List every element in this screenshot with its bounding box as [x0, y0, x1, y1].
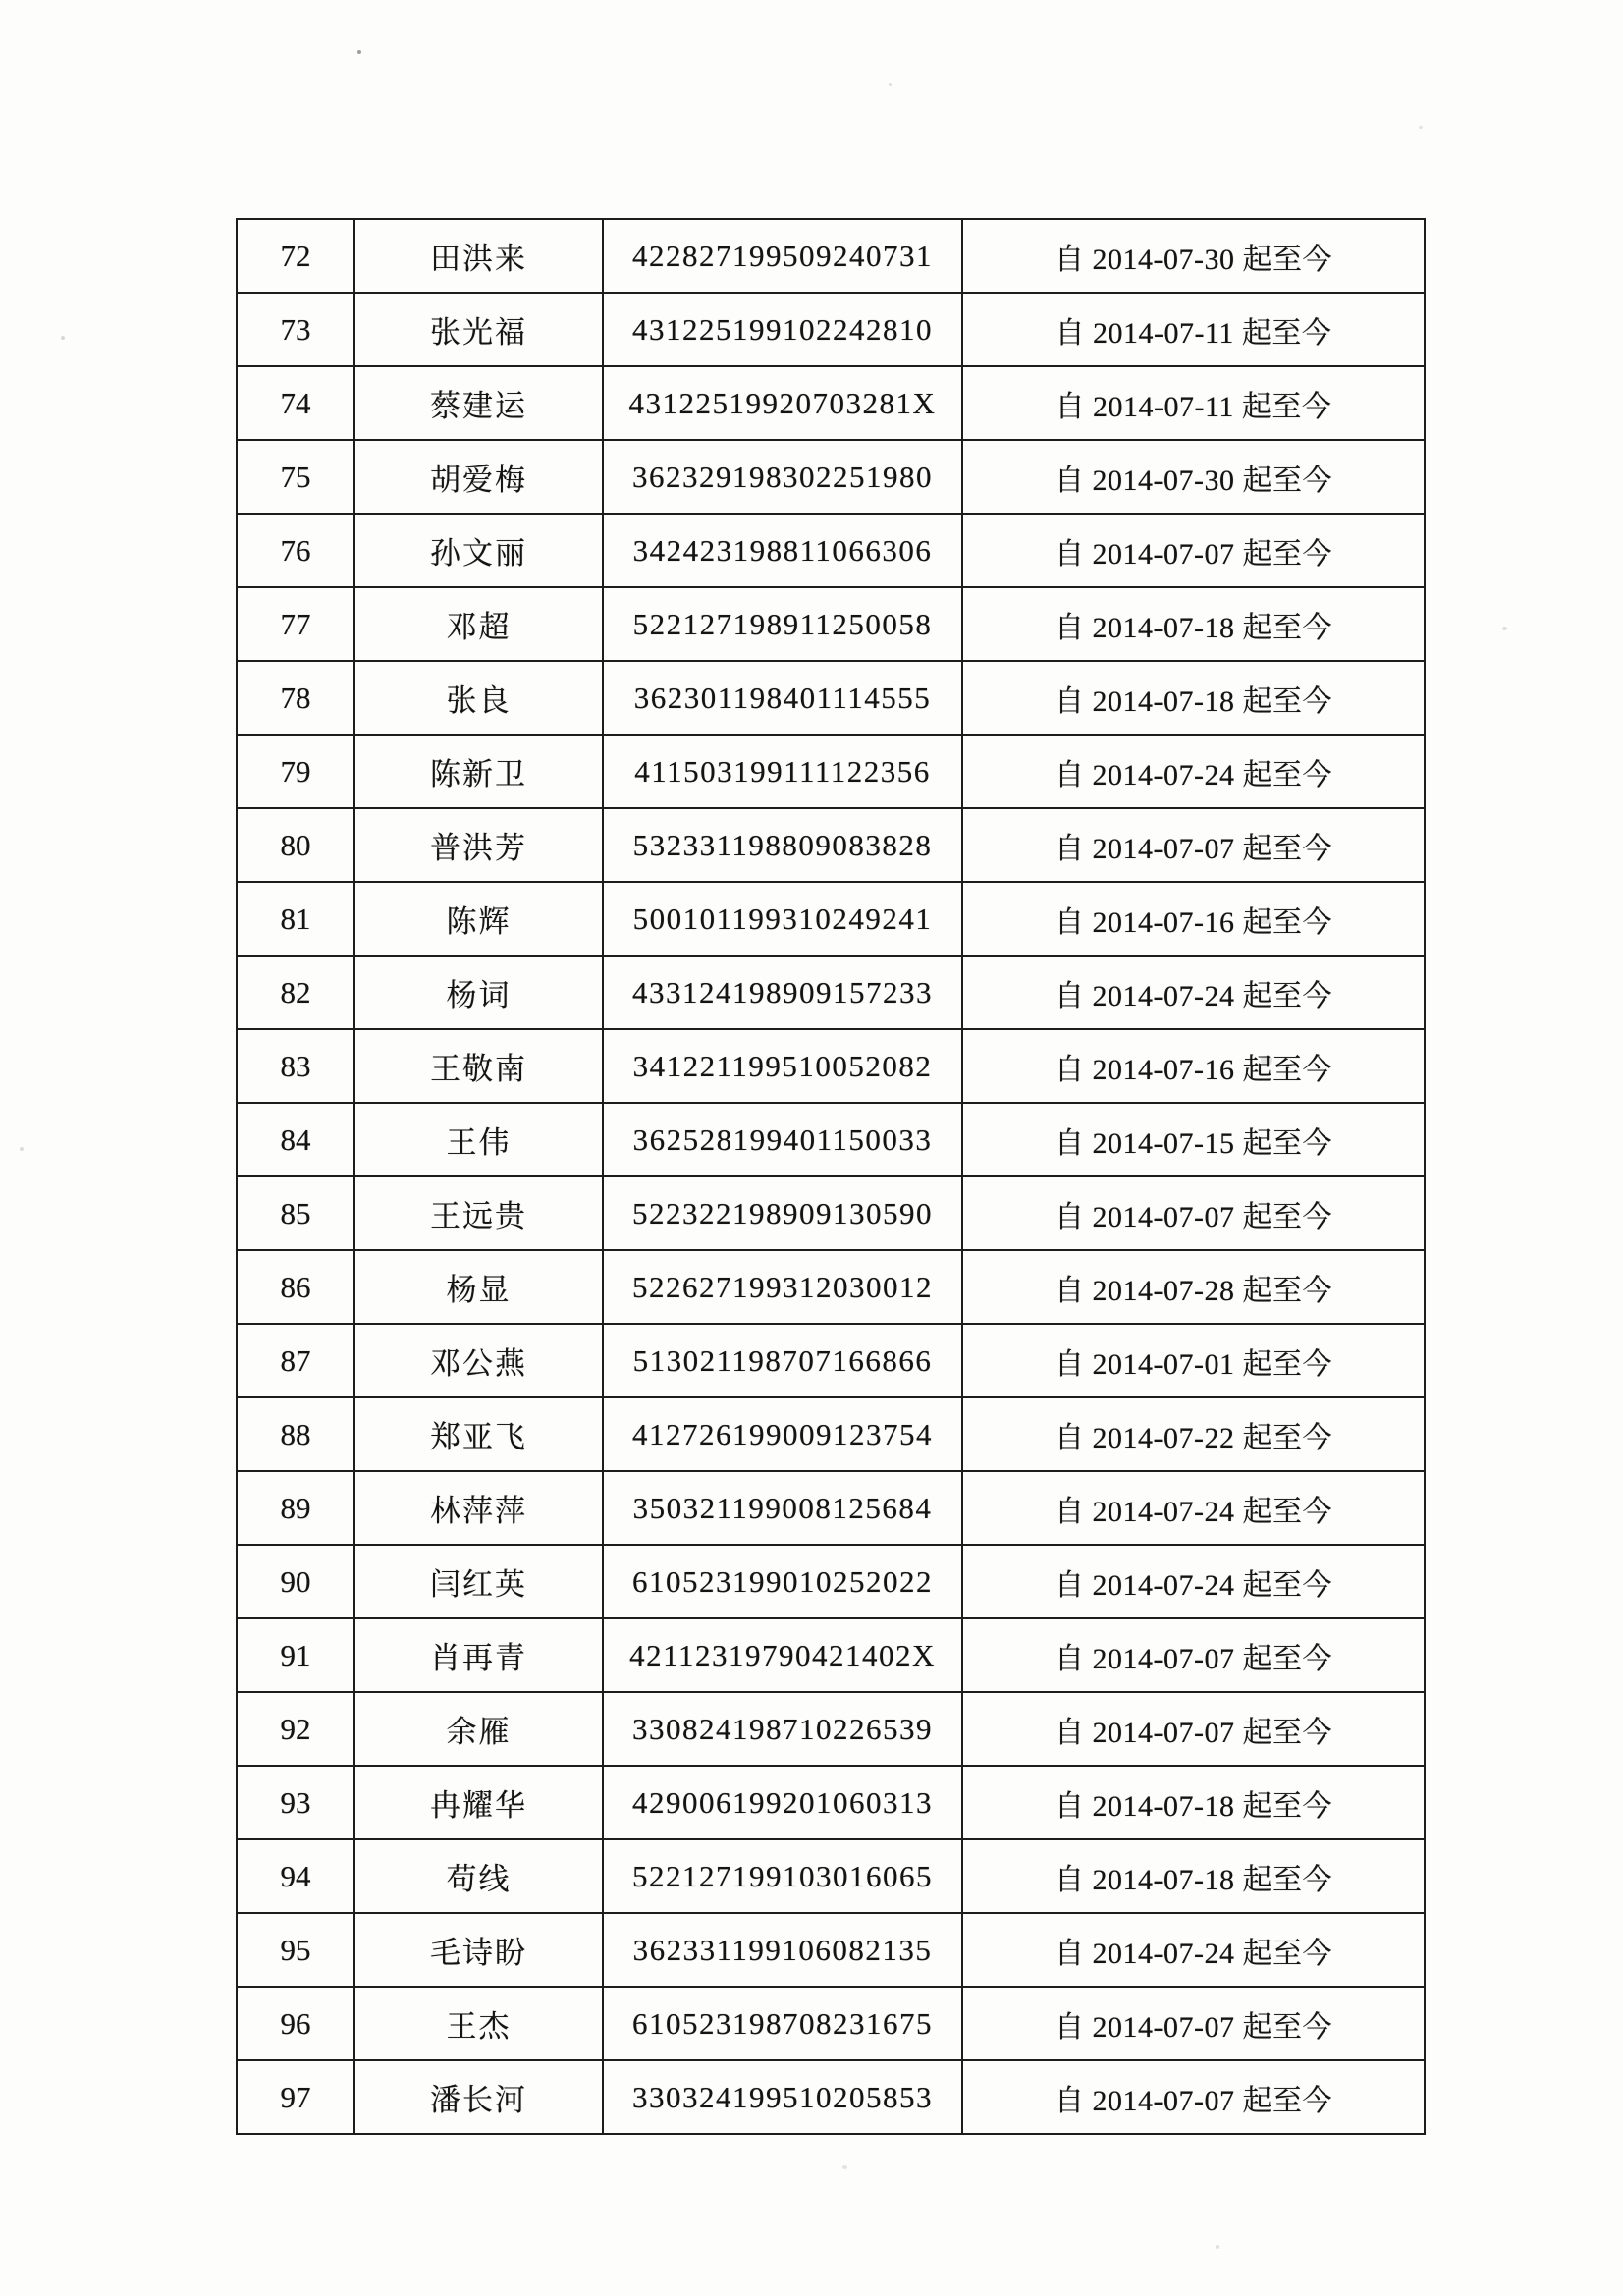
table-row	[237, 1987, 1425, 2060]
table-row	[237, 219, 1425, 293]
period-cell: 自 2014-07-07 起至今	[962, 514, 1425, 587]
scan-speck	[61, 336, 65, 340]
scan-speck	[1419, 126, 1423, 129]
name-cell: 普洪芳	[354, 808, 603, 882]
scan-speck	[1259, 915, 1271, 924]
table-row	[237, 1913, 1425, 1987]
id-number-cell: 411503199111122356	[603, 735, 962, 808]
period-cell: 自 2014-07-07 起至今	[962, 1618, 1425, 1692]
period-cell: 自 2014-07-24 起至今	[962, 735, 1425, 808]
row-number-cell: 88	[237, 1397, 354, 1471]
table-row	[237, 808, 1425, 882]
table-row	[237, 440, 1425, 514]
id-number-cell: 522127198911250058	[603, 587, 962, 661]
id-number-cell: 431225199102242810	[603, 293, 962, 366]
name-cell: 杨词	[354, 956, 603, 1029]
table-row	[237, 1103, 1425, 1176]
id-number-cell: 362528199401150033	[603, 1103, 962, 1176]
row-number-cell: 85	[237, 1176, 354, 1250]
row-number-cell: 82	[237, 956, 354, 1029]
table-row	[237, 1029, 1425, 1103]
name-cell: 郑亚飞	[354, 1397, 603, 1471]
name-cell: 陈新卫	[354, 735, 603, 808]
row-number-cell: 86	[237, 1250, 354, 1324]
name-cell: 蔡建运	[354, 366, 603, 440]
id-number-cell: 341221199510052082	[603, 1029, 962, 1103]
name-cell: 张光福	[354, 293, 603, 366]
table-row	[237, 1545, 1425, 1618]
row-number-cell: 97	[237, 2060, 354, 2134]
id-number-cell: 532331198809083828	[603, 808, 962, 882]
table-row	[237, 956, 1425, 1029]
id-number-cell: 522322198909130590	[603, 1176, 962, 1250]
period-cell: 自 2014-07-07 起至今	[962, 808, 1425, 882]
row-number-cell: 79	[237, 735, 354, 808]
id-number-cell: 513021198707166866	[603, 1324, 962, 1397]
table-row	[237, 1839, 1425, 1913]
id-number-cell: 350321199008125684	[603, 1471, 962, 1545]
period-cell: 自 2014-07-07 起至今	[962, 2060, 1425, 2134]
id-number-cell: 362301198401114555	[603, 661, 962, 735]
table-row	[237, 1692, 1425, 1766]
scan-speck	[357, 50, 361, 54]
row-number-cell: 77	[237, 587, 354, 661]
table-row	[237, 735, 1425, 808]
table-row	[237, 882, 1425, 956]
table-row	[237, 2060, 1425, 2134]
name-cell: 闫红英	[354, 1545, 603, 1618]
name-cell: 肖再青	[354, 1618, 603, 1692]
period-cell: 自 2014-07-18 起至今	[962, 661, 1425, 735]
period-cell: 自 2014-07-24 起至今	[962, 1913, 1425, 1987]
row-number-cell: 80	[237, 808, 354, 882]
name-cell: 林萍萍	[354, 1471, 603, 1545]
row-number-cell: 95	[237, 1913, 354, 1987]
row-number-cell: 72	[237, 219, 354, 293]
period-cell: 自 2014-07-11 起至今	[962, 293, 1425, 366]
roster-table	[236, 218, 1426, 2135]
period-cell: 自 2014-07-16 起至今	[962, 1029, 1425, 1103]
period-cell: 自 2014-07-07 起至今	[962, 1987, 1425, 2060]
id-number-cell: 522127199103016065	[603, 1839, 962, 1913]
row-number-cell: 92	[237, 1692, 354, 1766]
scan-speck	[1216, 2245, 1219, 2249]
period-cell: 自 2014-07-18 起至今	[962, 1766, 1425, 1839]
table-row	[237, 1766, 1425, 1839]
period-cell: 自 2014-07-18 起至今	[962, 587, 1425, 661]
id-number-cell: 342423198811066306	[603, 514, 962, 587]
period-cell: 自 2014-07-15 起至今	[962, 1103, 1425, 1176]
name-cell: 王伟	[354, 1103, 603, 1176]
row-number-cell: 93	[237, 1766, 354, 1839]
id-number-cell: 330824198710226539	[603, 1692, 962, 1766]
id-number-cell: 362331199106082135	[603, 1913, 962, 1987]
table-row	[237, 587, 1425, 661]
row-number-cell: 91	[237, 1618, 354, 1692]
name-cell: 田洪来	[354, 219, 603, 293]
name-cell: 潘长河	[354, 2060, 603, 2134]
period-cell: 自 2014-07-01 起至今	[962, 1324, 1425, 1397]
id-number-cell: 429006199201060313	[603, 1766, 962, 1839]
period-cell: 自 2014-07-07 起至今	[962, 1176, 1425, 1250]
row-number-cell: 87	[237, 1324, 354, 1397]
row-number-cell: 81	[237, 882, 354, 956]
roster-table-body	[237, 219, 1425, 2134]
table-row	[237, 1618, 1425, 1692]
name-cell: 余雁	[354, 1692, 603, 1766]
table-row	[237, 1250, 1425, 1324]
period-cell: 自 2014-07-24 起至今	[962, 956, 1425, 1029]
table-row	[237, 514, 1425, 587]
scan-speck	[842, 2165, 847, 2169]
row-number-cell: 89	[237, 1471, 354, 1545]
period-cell: 自 2014-07-07 起至今	[962, 1692, 1425, 1766]
scan-speck	[1502, 627, 1507, 630]
id-number-cell: 500101199310249241	[603, 882, 962, 956]
table-row	[237, 1397, 1425, 1471]
period-cell: 自 2014-07-11 起至今	[962, 366, 1425, 440]
name-cell: 王杰	[354, 1987, 603, 2060]
row-number-cell: 76	[237, 514, 354, 587]
id-number-cell: 362329198302251980	[603, 440, 962, 514]
period-cell: 自 2014-07-22 起至今	[962, 1397, 1425, 1471]
name-cell: 邓公燕	[354, 1324, 603, 1397]
table-row	[237, 293, 1425, 366]
id-number-cell: 433124198909157233	[603, 956, 962, 1029]
period-cell: 自 2014-07-30 起至今	[962, 219, 1425, 293]
table-row	[237, 661, 1425, 735]
id-number-cell: 42112319790421402X	[603, 1618, 962, 1692]
id-number-cell: 43122519920703281X	[603, 366, 962, 440]
period-cell: 自 2014-07-24 起至今	[962, 1471, 1425, 1545]
name-cell: 孙文丽	[354, 514, 603, 587]
row-number-cell: 75	[237, 440, 354, 514]
row-number-cell: 96	[237, 1987, 354, 2060]
name-cell: 胡爱梅	[354, 440, 603, 514]
id-number-cell: 412726199009123754	[603, 1397, 962, 1471]
row-number-cell: 73	[237, 293, 354, 366]
scan-speck	[1261, 1056, 1272, 1065]
period-cell: 自 2014-07-24 起至今	[962, 1545, 1425, 1618]
id-number-cell: 522627199312030012	[603, 1250, 962, 1324]
name-cell: 苟线	[354, 1839, 603, 1913]
name-cell: 邓超	[354, 587, 603, 661]
id-number-cell: 422827199509240731	[603, 219, 962, 293]
name-cell: 杨显	[354, 1250, 603, 1324]
scan-speck	[20, 1147, 24, 1151]
period-cell: 自 2014-07-30 起至今	[962, 440, 1425, 514]
row-number-cell: 90	[237, 1545, 354, 1618]
name-cell: 毛诗盼	[354, 1913, 603, 1987]
id-number-cell: 610523198708231675	[603, 1987, 962, 2060]
row-number-cell: 83	[237, 1029, 354, 1103]
id-number-cell: 610523199010252022	[603, 1545, 962, 1618]
table-row	[237, 366, 1425, 440]
scan-speck	[889, 83, 892, 86]
name-cell: 冉耀华	[354, 1766, 603, 1839]
row-number-cell: 78	[237, 661, 354, 735]
row-number-cell: 94	[237, 1839, 354, 1913]
table-row	[237, 1471, 1425, 1545]
id-number-cell: 330324199510205853	[603, 2060, 962, 2134]
table-row	[237, 1324, 1425, 1397]
row-number-cell: 74	[237, 366, 354, 440]
name-cell: 王敬南	[354, 1029, 603, 1103]
period-cell: 自 2014-07-18 起至今	[962, 1839, 1425, 1913]
name-cell: 陈辉	[354, 882, 603, 956]
name-cell: 张良	[354, 661, 603, 735]
table-row	[237, 1176, 1425, 1250]
period-cell: 自 2014-07-16 起至今	[962, 882, 1425, 956]
name-cell: 王远贵	[354, 1176, 603, 1250]
period-cell: 自 2014-07-28 起至今	[962, 1250, 1425, 1324]
row-number-cell: 84	[237, 1103, 354, 1176]
